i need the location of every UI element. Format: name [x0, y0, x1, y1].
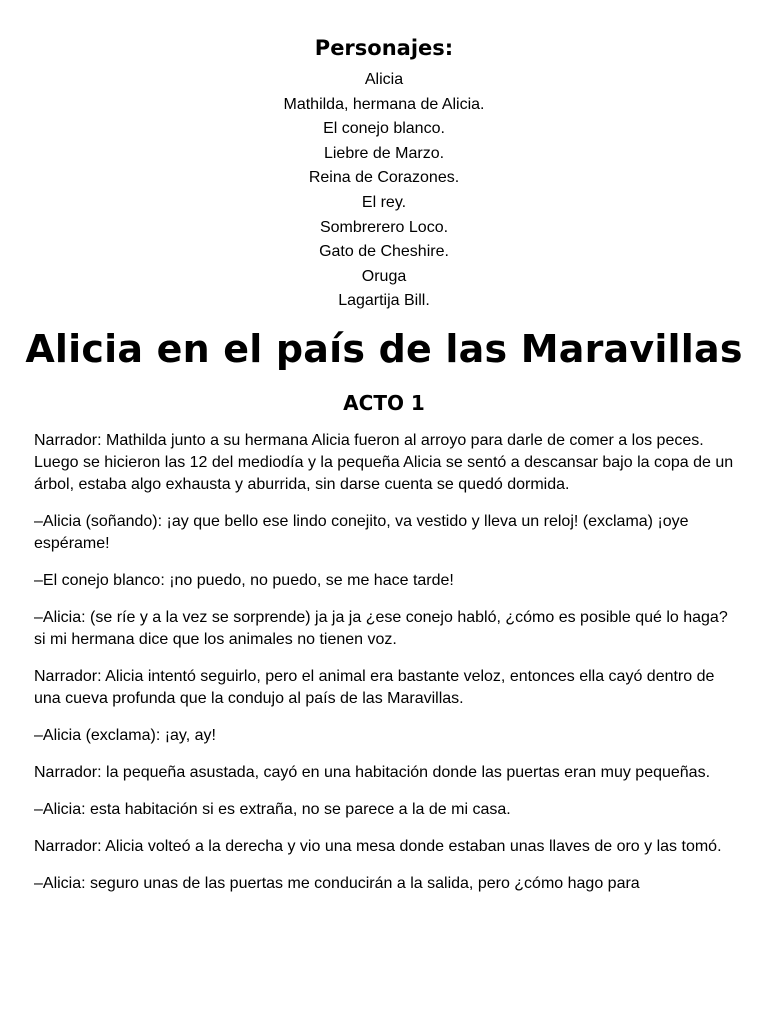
script-paragraph: Narrador: Alicia intentó seguirlo, pero el animal era bastante veloz, entonces ella cayó dentro de una cueva profunda que la condujo al país de las Maravillas. [34, 668, 715, 707]
script-paragraph: –Alicia (exclama): ¡ay, ay! [34, 727, 216, 744]
script-paragraph: Narrador: la pequeña asustada, cayó en una habitación donde las puertas eran muy pequeñas. [34, 764, 711, 781]
character-item: Lagartija Bill. [338, 292, 430, 310]
characters-heading: Personajes: [314, 36, 454, 60]
characters-list [0, 68, 768, 314]
character-item: Oruga [361, 267, 407, 285]
character-item: Mathilda, hermana de Alicia. [283, 95, 485, 113]
script-paragraph: –Alicia: esta habitación si es extraña, no se parece a la de mi casa. [34, 801, 511, 818]
character-item: El conejo blanco. [323, 120, 445, 138]
script-paragraph: Narrador: Alicia volteó a la derecha y vio una mesa donde estaban unas llaves de oro y las tomó. [34, 838, 722, 855]
character-item: Gato de Cheshire. [319, 243, 449, 261]
play-title: Alicia en el país de las Maravillas [25, 327, 743, 371]
character-item: El rey. [361, 193, 407, 211]
character-item: Alicia [364, 71, 404, 88]
script-paragraph: –Alicia: (se ríe y a la vez se sorprende) ja ja ja ¿ese conejo habló, ¿cómo es posible qué lo haga? si mi hermana dice que los animales no tienen voz. [34, 609, 728, 648]
act-heading: ACTO 1 [343, 391, 425, 415]
character-item: Liebre de Marzo. [323, 144, 445, 162]
script-paragraph: –Alicia (soñando): ¡ay que bello ese lindo conejito, va vestido y lleva un reloj! (exclama) ¡oye espérame! [34, 513, 689, 552]
character-item: Reina de Corazones. [308, 169, 460, 187]
script-paragraph: –Alicia: seguro unas de las puertas me conducirán a la salida, pero ¿cómo hago para [34, 875, 640, 892]
character-item: Sombrerero Loco. [319, 218, 449, 236]
script-paragraph: Narrador: Mathilda junto a su hermana Alicia fueron al arroyo para darle de comer a los peces. Luego se hicieron las 12 del mediodía y la pequeña Alicia se sentó a descansar bajo la copa de un árbol, estaba algo exhausta y aburrida, sin darse cuenta se quedó dormida. [34, 432, 734, 493]
script-body [34, 430, 734, 910]
script-paragraph: –El conejo blanco: ¡no puedo, no puedo, se me hace tarde! [34, 572, 454, 589]
